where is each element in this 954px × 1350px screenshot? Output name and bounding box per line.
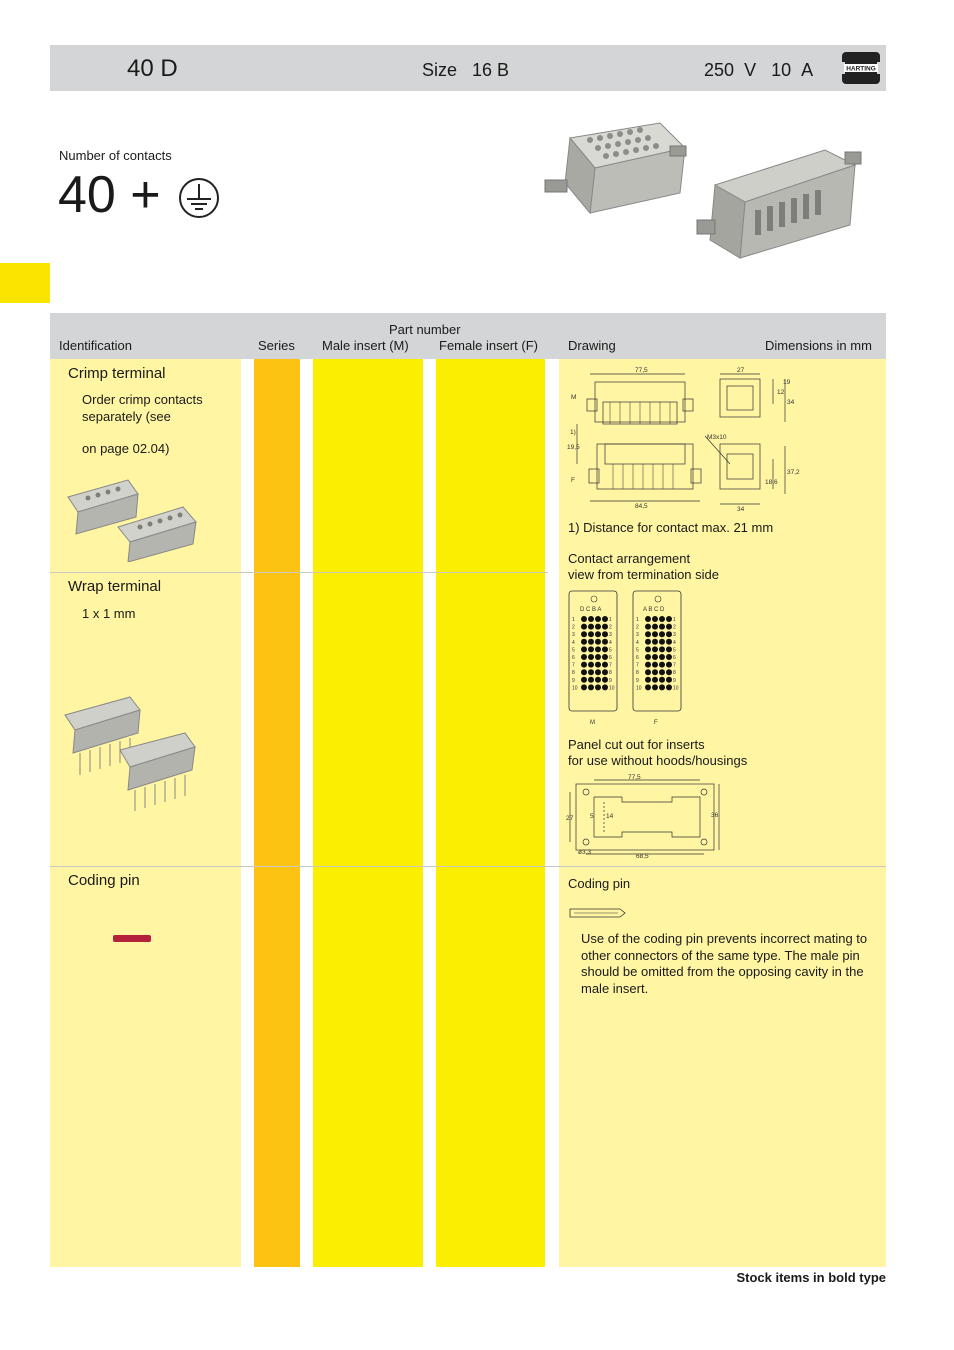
contact-dot	[652, 616, 658, 622]
contact-row-number: 4	[636, 639, 639, 646]
contact-dot	[666, 624, 672, 630]
panel-dim-77-5: 77,5	[628, 774, 641, 781]
female-insert-column	[436, 359, 545, 1267]
contact-dot	[659, 684, 665, 690]
contact-dot	[581, 654, 587, 660]
contact-row-number: 1	[673, 617, 676, 623]
contact-dot	[659, 669, 665, 675]
contact-arrangement-line1: Contact arrangement	[568, 551, 691, 566]
contact-dot	[602, 669, 608, 675]
contact-dot	[602, 654, 608, 660]
dim-27: 27	[737, 367, 745, 374]
dim-19-5: 19,5	[567, 444, 580, 451]
contact-dot	[581, 631, 587, 637]
coding-pin-text-3: should be omitted from the opposing cavity in the	[581, 964, 864, 979]
contact-row-number: 5	[609, 647, 612, 654]
contact-dot	[666, 616, 672, 622]
contact-dot	[602, 677, 608, 683]
contact-dot	[595, 631, 601, 637]
panel-dim-36: 36	[711, 812, 719, 819]
label-m: M	[571, 394, 577, 401]
female-insert-photo	[695, 140, 865, 265]
contact-dot	[581, 646, 587, 652]
contact-dot	[581, 624, 587, 630]
coding-pin-text-4: male insert.	[581, 980, 649, 996]
contact-row-number: 8	[673, 670, 676, 677]
col-identification: Identification	[59, 338, 132, 353]
contact-dot	[581, 684, 587, 690]
panel-dim-3-3: ø3,3	[578, 849, 592, 856]
contact-arrangement-diagram	[566, 588, 686, 728]
contact-dot	[588, 624, 594, 630]
contact-row-number: 7	[673, 662, 676, 669]
part-number-heading: Part number	[389, 322, 461, 337]
female-column-letters: A B C D	[643, 607, 665, 613]
contact-row-number: 1	[636, 617, 639, 623]
contact-dot	[645, 677, 651, 683]
contact-row-number: 10	[609, 685, 615, 692]
contact-row-number: 6	[636, 655, 639, 661]
male-insert-column	[313, 359, 423, 1267]
contact-dot	[645, 646, 651, 652]
contact-dot	[645, 654, 651, 660]
contact-dot	[645, 616, 651, 622]
contact-row-number: 5	[673, 647, 676, 654]
contact-dot	[595, 684, 601, 690]
contact-dot	[588, 684, 594, 690]
contact-row-number: 5	[572, 647, 575, 654]
contact-dot	[666, 684, 672, 690]
voltage-unit: V	[744, 60, 757, 80]
contact-dot	[652, 684, 658, 690]
contact-dot	[659, 662, 665, 668]
protective-earth-icon	[178, 177, 220, 219]
contact-dot	[588, 677, 594, 683]
contact-row-number: 8	[572, 670, 575, 677]
contact-dot	[595, 677, 601, 683]
contact-row-number: 8	[609, 670, 612, 677]
contact-dot	[659, 677, 665, 683]
contact-dot	[595, 624, 601, 630]
contact-dot	[652, 639, 658, 645]
contact-row-number: 4	[673, 639, 676, 646]
contact-dot	[602, 631, 608, 637]
contact-dot	[595, 654, 601, 660]
contact-row-number: 2	[609, 624, 612, 631]
contact-dot	[602, 646, 608, 652]
chapter-tab	[0, 263, 50, 303]
contact-arrangement-line2: view from termination side	[568, 567, 719, 582]
contact-dot	[588, 631, 594, 637]
contact-dot	[659, 624, 665, 630]
contact-dot	[645, 624, 651, 630]
panel-cutout-drawing	[566, 772, 726, 860]
contact-dot	[659, 654, 665, 660]
male-insert-photo	[540, 118, 690, 228]
coding-pin-photo	[113, 935, 151, 942]
contact-dot	[652, 624, 658, 630]
contact-dot	[652, 677, 658, 683]
contact-dot	[652, 662, 658, 668]
dim-19: 19	[783, 379, 791, 386]
dim-18-6: 18,6	[765, 479, 778, 486]
contact-dot	[666, 646, 672, 652]
contact-dot	[666, 662, 672, 668]
contact-row-number: 9	[673, 677, 676, 684]
contact-row-number: 2	[636, 624, 639, 631]
contact-row-number: 10	[572, 685, 578, 692]
contact-dot	[588, 639, 594, 645]
contacts-label: Number of contacts	[59, 148, 172, 163]
contact-row-number: 9	[572, 677, 575, 684]
contact-dot	[588, 662, 594, 668]
footnote-text: 1) Distance for contact max. 21 mm	[568, 520, 774, 535]
series-column	[254, 359, 300, 1267]
dim-77-5: 77,5	[635, 367, 648, 374]
contact-dot	[595, 669, 601, 675]
contact-dot	[602, 684, 608, 690]
contact-row-number: 7	[609, 662, 612, 669]
contact-dot	[645, 662, 651, 668]
panel-dim-68-5: 68,5	[636, 853, 649, 860]
contact-row-number: 4	[572, 639, 575, 646]
contact-dot	[595, 646, 601, 652]
dim-12: 12	[777, 389, 785, 396]
dim-34: 34	[787, 399, 795, 406]
contact-row-number: 10	[636, 685, 642, 692]
wrap-note: 1 x 1 mm	[82, 606, 136, 621]
panel-dim-27: 27	[566, 815, 574, 822]
contact-row-number: 6	[673, 655, 676, 661]
dim-m3x10: M3x10	[707, 434, 727, 441]
male-column-letters: D C B A	[580, 607, 602, 613]
coding-pin-drawing-title: Coding pin	[568, 876, 631, 891]
contact-row-number: 9	[636, 677, 639, 684]
contact-dot	[666, 677, 672, 683]
panel-dim-5: 5	[590, 813, 594, 820]
contact-row-number: 4	[609, 639, 612, 646]
contact-row-number: 3	[673, 632, 676, 639]
contact-dot	[659, 616, 665, 622]
page-title: 40 D	[127, 55, 178, 82]
contact-row-number: 3	[609, 632, 612, 639]
contact-dot	[645, 639, 651, 645]
contact-dot	[581, 669, 587, 675]
size-spec	[422, 60, 509, 81]
panel-cut-line1: Panel cut out for inserts	[568, 737, 705, 752]
contact-dot	[652, 631, 658, 637]
contact-dot	[595, 616, 601, 622]
size-label: Size	[422, 60, 458, 80]
contact-dot	[659, 646, 665, 652]
col-female-insert: Female insert (F)	[439, 338, 538, 353]
contact-row-number: 8	[636, 670, 639, 677]
contact-dot	[588, 654, 594, 660]
wrap-insert-photo	[60, 695, 202, 813]
contact-dot	[588, 646, 594, 652]
contact-dot	[659, 639, 665, 645]
coding-pin-drawing	[568, 906, 628, 920]
contact-dot	[602, 662, 608, 668]
current-unit: A	[801, 60, 814, 80]
wrap-terminal-title: Wrap terminal	[68, 578, 162, 595]
contact-row-number: 3	[636, 632, 639, 639]
dim-sup1: 1)	[570, 429, 576, 436]
contacts-value: 40 +	[58, 166, 161, 224]
crimp-terminal-title: Crimp terminal	[68, 365, 166, 382]
label-f: F	[571, 477, 575, 484]
contact-row-number: 10	[673, 685, 679, 692]
contact-dot	[595, 662, 601, 668]
crimp-note-line3: on page 02.04)	[82, 441, 170, 456]
contact-dot	[666, 631, 672, 637]
contact-row-number: 6	[572, 655, 575, 661]
contact-dot	[666, 639, 672, 645]
coding-pin-title: Coding pin	[68, 872, 140, 889]
crimp-note-line2: separately (see	[82, 409, 171, 424]
contact-dot	[652, 646, 658, 652]
col-dimensions: Dimensions in mm	[765, 338, 872, 353]
dim-34b: 34	[737, 506, 745, 513]
contact-dot	[581, 639, 587, 645]
rating-spec	[704, 60, 813, 81]
contact-row-number: 2	[572, 624, 575, 631]
col-drawing: Drawing	[568, 338, 616, 353]
contact-dot	[595, 639, 601, 645]
contact-dot	[602, 624, 608, 630]
contact-row-number: 7	[636, 662, 639, 669]
contact-dot	[581, 677, 587, 683]
size-value: 16 B	[472, 60, 510, 80]
panel-cut-line2: for use without hoods/housings	[568, 753, 748, 768]
contact-dot	[645, 684, 651, 690]
col-male-insert: Male insert (M)	[322, 338, 409, 353]
contact-row-number: 9	[609, 677, 612, 684]
logo-text: HARTING	[846, 65, 876, 73]
contact-row-number: 6	[609, 655, 612, 661]
coding-pin-text-2: other connectors of the same type. The male pin	[581, 947, 860, 963]
contact-dot	[666, 669, 672, 675]
contact-dot	[659, 631, 665, 637]
stock-items-note: Stock items in bold type	[736, 1270, 886, 1285]
row-separator	[50, 866, 886, 867]
harting-logo	[840, 48, 882, 88]
contact-dot	[602, 639, 608, 645]
contact-dot	[666, 654, 672, 660]
contact-dot	[645, 631, 651, 637]
contact-row-number: 5	[636, 647, 639, 654]
dim-37-2: 37,2	[787, 469, 800, 476]
contact-row-number: 3	[572, 632, 575, 639]
contact-dot	[602, 616, 608, 622]
current-value: 10	[771, 60, 792, 80]
earth-contact-icon	[591, 596, 597, 602]
earth-contact-icon	[655, 596, 661, 602]
contact-row-number: 7	[572, 662, 575, 669]
row-separator	[50, 572, 548, 573]
contact-dot	[645, 669, 651, 675]
female-plate-label: F	[654, 720, 658, 726]
contact-row-number: 2	[673, 624, 676, 631]
dim-84-5: 84,5	[635, 503, 648, 510]
contact-dot	[652, 669, 658, 675]
contact-row-number: 1	[609, 617, 612, 623]
crimp-insert-photo	[58, 472, 203, 562]
coding-pin-text-1: Use of the coding pin prevents incorrect mating to	[581, 931, 868, 946]
contact-row-number: 1	[572, 617, 575, 623]
coding-pin-description	[581, 931, 883, 997]
crimp-note-line1: Order crimp contacts	[82, 392, 203, 407]
contact-dot	[588, 616, 594, 622]
col-series: Series	[258, 338, 295, 353]
voltage-value: 250	[704, 60, 735, 80]
dimension-drawing	[565, 364, 805, 514]
panel-dim-14: 14	[606, 813, 614, 820]
contact-dot	[581, 616, 587, 622]
male-plate-label: M	[590, 720, 595, 726]
contact-dot	[652, 654, 658, 660]
contact-dot	[581, 662, 587, 668]
contact-dot	[588, 669, 594, 675]
